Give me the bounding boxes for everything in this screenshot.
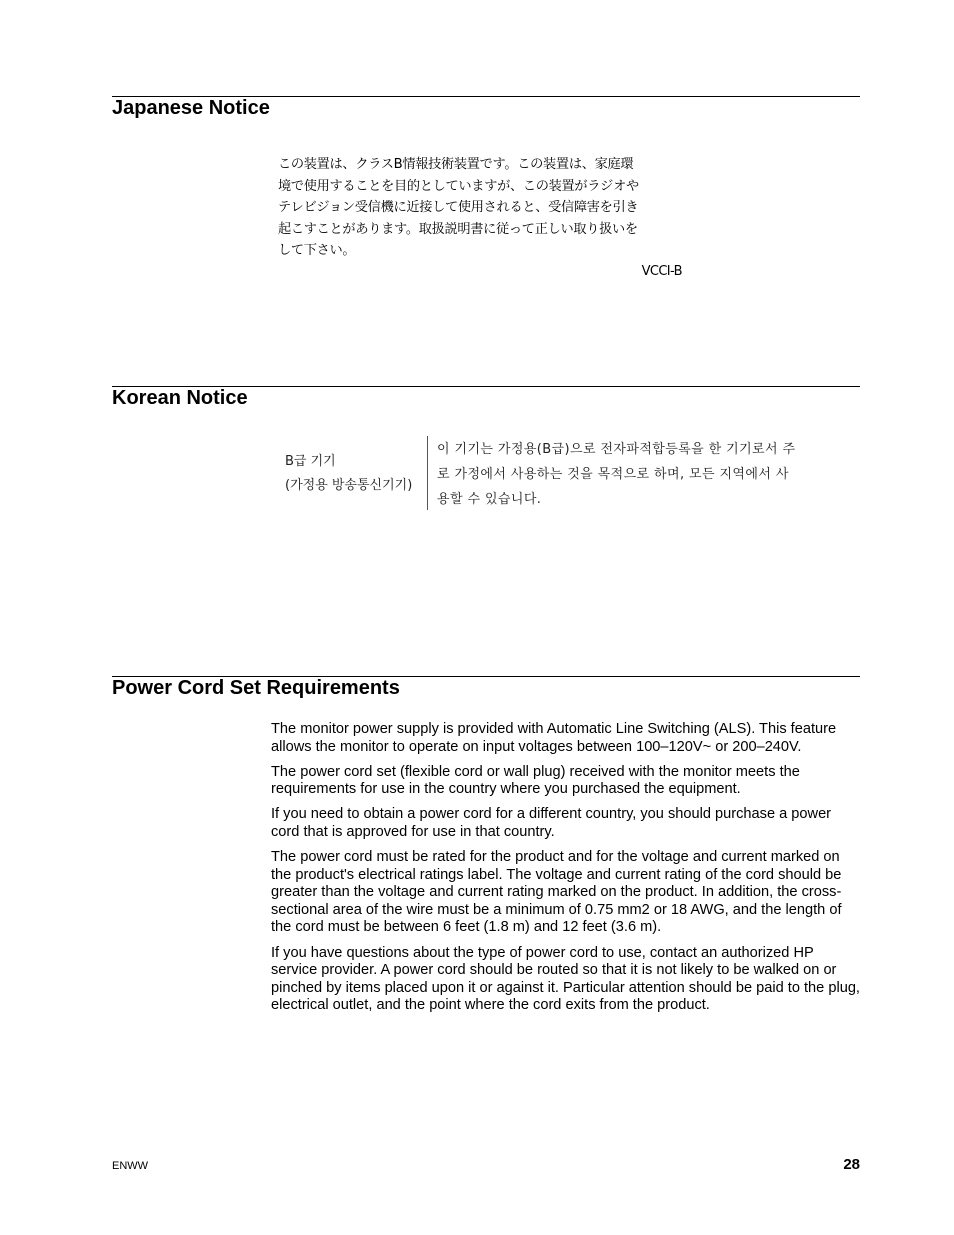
japanese-notice-line: 起こすことがあります。取扱説明書に従って正しい取り扱いを bbox=[278, 221, 638, 237]
korean-notice-divider bbox=[427, 436, 428, 510]
japanese-notice-text bbox=[278, 154, 682, 262]
japanese-notice-line: して下さい。 bbox=[278, 243, 356, 258]
paragraph: If you need to obtain a power cord for a different country, you should purchase a power cord that is approved for use in that country. bbox=[271, 806, 832, 840]
korean-notice-line: 이 기기는 가정용(B급)으로 전자파적합등록을 한 기기로서 주 bbox=[437, 442, 796, 457]
korean-class-line: B급 기기 bbox=[285, 454, 336, 469]
power-cord-body bbox=[271, 721, 863, 1022]
paragraph: If you have questions about the type of power cord to use, contact an authorized HP service provider. A power cord should be routed so that it is not likely to be walked on or pinched by items placed upon it or against it. Particular attention should be paid to the plug, electrical outlet, and the point where the cord exits from the product. bbox=[271, 944, 860, 1014]
power-cord-heading: Power Cord Set Requirements bbox=[112, 677, 400, 699]
japanese-notice-line: 境で使用することを目的としていますが、この装置がラジオや bbox=[278, 178, 639, 194]
korean-class-line: (가정용 방송통신기기) bbox=[285, 478, 413, 493]
korean-notice-class bbox=[285, 450, 425, 498]
japanese-notice-heading: Japanese Notice bbox=[112, 97, 270, 119]
korean-notice-heading: Korean Notice bbox=[112, 387, 248, 409]
paragraph: The power cord set (flexible cord or wall plug) received with the monitor meets the requirements for use in the country where you purchased the equipment. bbox=[271, 763, 800, 798]
japanese-notice-line: テレビジョン受信機に近接して使用されると、受信障害を引き bbox=[278, 200, 639, 215]
korean-notice-text bbox=[437, 437, 829, 512]
paragraph: The power cord must be rated for the product and for the voltage and current marked on the product's electrical ratings label. The voltage and current rating of the cord should be greater than the voltage and current rating marked on the product. In addition, the cross-sectional area of the wire must be a minimum of 0.75 mm2 or 18 AWG, and the length of the cord must be between 6 feet (1.8 m) and 12 feet (3.6 m). bbox=[271, 849, 842, 936]
page-number: 28 bbox=[843, 1156, 860, 1173]
japanese-notice-line: この装置は、クラスB情報技術装置です。この装置は、家庭環 bbox=[278, 157, 634, 172]
paragraph: The monitor power supply is provided with Automatic Line Switching (ALS). This feature allows the monitor to operate on input voltages between 100–120V~ or 200–240V. bbox=[271, 721, 837, 755]
korean-notice-line: 로 가정에서 사용하는 것을 목적으로 하며, 모든 지역에서 사 bbox=[437, 467, 789, 482]
vcci-class-label: VCCI-B bbox=[641, 264, 682, 279]
korean-notice-line: 용할 수 있습니다. bbox=[437, 492, 542, 507]
footer-doc-code: ENWW bbox=[112, 1160, 149, 1172]
